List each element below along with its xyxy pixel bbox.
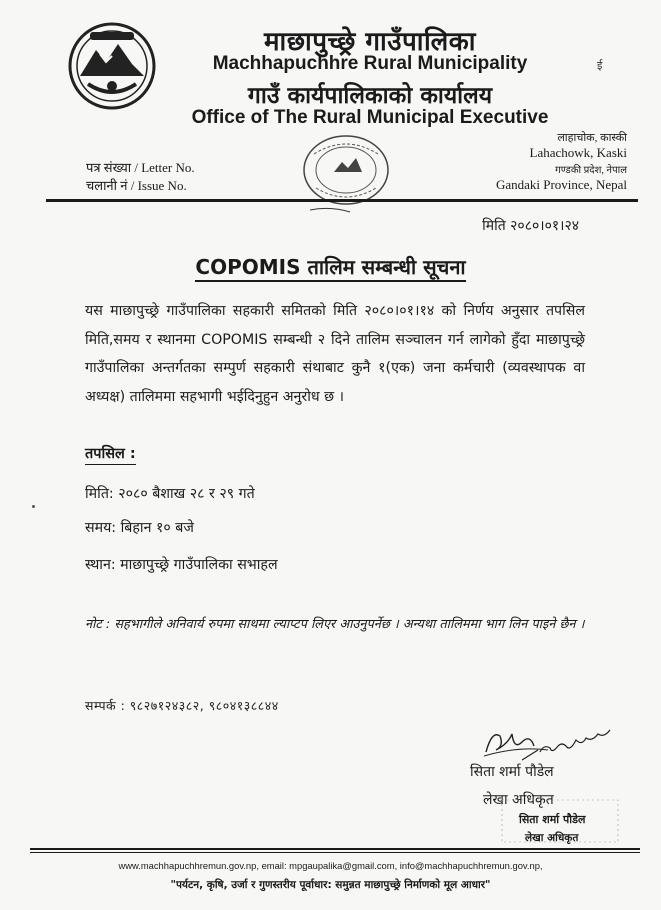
address-line-2: Lahachowk, Kaski <box>529 145 627 160</box>
address-line-1: लाहाचोक, कास्की <box>557 132 627 144</box>
notice-body: यस माछापुच्छ्रे गाउँपालिका सहकारी समितको मिति २०८०।०१।१४ को निर्णय अनुसार तपसिल मिति,समय र स्थानमा COPOMIS सम्बन्धी २ दिने तालिम सञ्चालन गर्न लागेको हुँदा माछापुच्छ्रे गाउँपालिका अन्तर्गतका सम्पुर्ण सहकारी संथाबाट कुनै १(एक) जना कर्मचारी (व्यवस्थापक वा अध्यक्ष) तालिममा सहभागी भईदिनुहुन अनुरोध छ । <box>85 303 585 405</box>
stamp-underline-mark <box>310 204 350 214</box>
letter-number-label: पत्र संख्या / Letter No. <box>86 160 195 175</box>
contact-numbers: सम्पर्क : ९८२७१२४३८२, ९८०४१३८८४४ <box>85 698 279 713</box>
header-divider <box>46 199 638 202</box>
margin-speck <box>32 505 35 508</box>
signatory-name: सिता शर्मा पौडेल <box>470 764 554 780</box>
office-stamp <box>300 132 392 208</box>
schedule-date: मिति: २०८० बैशाख २८ र २९ गते <box>85 486 255 502</box>
notice-title <box>0 253 661 280</box>
footer-divider-thin <box>30 852 640 853</box>
signatory-position: लेखा अधिकृत <box>483 792 554 808</box>
footer-contacts: www.machhapuchhremun.gov.np, email: mpgaupalika@gmail.com, info@machhapuchhremun.gov.np, <box>118 860 543 871</box>
schedule-time: समय: बिहान १० बजे <box>85 520 194 536</box>
schedule-heading: तपसिल : <box>85 444 136 465</box>
notice-title-text: COPOMIS तालिम सम्बन्धी सूचना <box>195 255 465 282</box>
stamp-signatory-position: लेखा अधिकृत <box>525 832 579 844</box>
corner-mark: ई <box>597 59 603 72</box>
stamp-signatory-name: सिता शर्मा पौडेल <box>519 813 586 826</box>
footer-divider <box>30 848 640 850</box>
issue-number-label: चलानी नं / Issue No. <box>86 178 187 193</box>
handwritten-signature <box>478 716 618 764</box>
address-line-4: Gandaki Province, Nepal <box>495 177 627 192</box>
note-text: नोट : सहभागीले अनिवार्य रुपमा साथमा ल्याप्टप लिएर आउनुपर्नेछ । अन्यथा तालिममा भाग लिन पाइने छैन । <box>85 617 585 632</box>
address-line-3: गण्डकी प्रदेश, नेपाल <box>555 165 627 176</box>
footer-slogan: "पर्यटन, कृषि, उर्जा र गुणस्तरीय पूर्वाधार: समुन्नत माछापुच्छ्रे निर्माणको मूल आधार" <box>170 879 491 891</box>
municipality-name-english: Machhapuchhre Rural Municipality <box>212 53 528 74</box>
office-name-nepali: गाउँ कार्यपालिकाको कार्यालय <box>247 83 493 109</box>
office-name-english: Office of The Rural Municipal Executive <box>191 107 549 128</box>
municipality-name-nepali: माछापुच्छ्रे गाउँपालिका <box>263 27 477 57</box>
nepal-emblem-logo <box>66 20 158 112</box>
letter-date: मिति २०८०।०१।२४ <box>482 218 579 234</box>
schedule-place: स्थान: माछापुच्छ्रे गाउँपालिका सभाहल <box>85 557 278 573</box>
